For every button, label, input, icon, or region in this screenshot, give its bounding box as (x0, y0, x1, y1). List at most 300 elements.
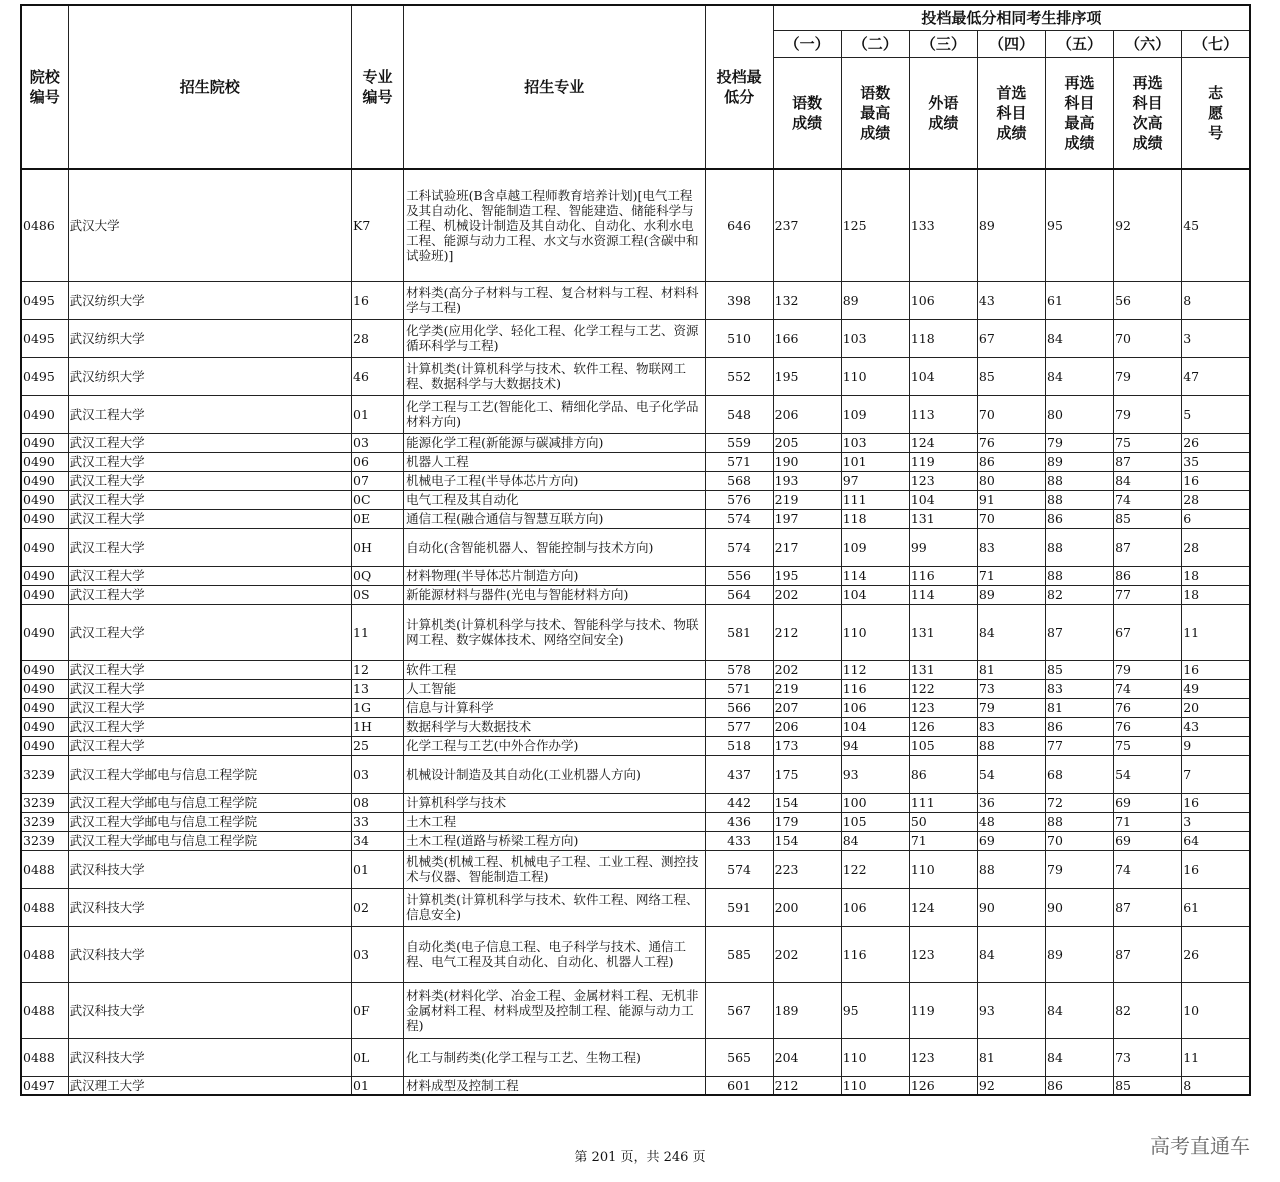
cell-chn-math: 195 (773, 357, 841, 395)
cell-second-next: 85 (1114, 1076, 1182, 1095)
header-sub-index: （六） (1114, 31, 1182, 58)
cell-major-code: 0Q (352, 566, 404, 585)
table-row (21, 471, 1250, 490)
cell-school-code: 0490 (21, 604, 68, 660)
cell-foreign-lang: 131 (909, 660, 977, 679)
cell-min-score: 601 (705, 1076, 773, 1095)
cell-first-subject: 85 (977, 357, 1045, 395)
table-row (21, 660, 1250, 679)
cell-second-max: 61 (1046, 281, 1114, 319)
table-row (21, 395, 1250, 433)
cell-second-max: 90 (1046, 888, 1114, 926)
cell-chn-math-max: 122 (841, 850, 909, 888)
cell-second-max: 84 (1046, 982, 1114, 1038)
cell-second-next: 71 (1114, 812, 1182, 831)
cell-school-name: 武汉大学 (68, 169, 351, 281)
page-footer: 第 201 页，共 246 页 (574, 1150, 706, 1165)
cell-major-name: 化学类(应用化学、轻化工程、化学工程与工艺、资源循环科学与工程) (404, 319, 705, 357)
cell-second-max: 86 (1046, 509, 1114, 528)
cell-foreign-lang: 133 (909, 169, 977, 281)
cell-major-code: 0H (352, 528, 404, 566)
table-row (21, 357, 1250, 395)
cell-chn-math-max: 111 (841, 490, 909, 509)
cell-first-subject: 81 (977, 1038, 1045, 1076)
cell-major-name: 工科试验班(B含卓越工程师教育培养计划)[电气工程及其自动化、智能制造工程、智能建造、储能科学与工程、机械设计制造及其自动化、自动化、水利水电工程、能源与动力工程、水文与水资源工程(含碳中和试验班)] (404, 169, 705, 281)
cell-chn-math-max: 104 (841, 717, 909, 736)
cell-first-subject: 70 (977, 509, 1045, 528)
cell-school-code: 0495 (21, 357, 68, 395)
cell-chn-math-max: 101 (841, 452, 909, 471)
cell-first-subject: 73 (977, 679, 1045, 698)
header-major-name: 招生专业 (404, 5, 705, 169)
cell-first-subject: 88 (977, 850, 1045, 888)
cell-school-code: 0490 (21, 585, 68, 604)
cell-choice-no: 16 (1182, 850, 1250, 888)
cell-foreign-lang: 104 (909, 490, 977, 509)
cell-chn-math-max: 109 (841, 395, 909, 433)
cell-foreign-lang: 99 (909, 528, 977, 566)
table-row (21, 736, 1250, 755)
cell-choice-no: 16 (1182, 471, 1250, 490)
cell-chn-math-max: 94 (841, 736, 909, 755)
cell-second-max: 83 (1046, 679, 1114, 698)
cell-foreign-lang: 116 (909, 566, 977, 585)
cell-major-code: K7 (352, 169, 404, 281)
cell-min-score: 566 (705, 698, 773, 717)
cell-chn-math: 193 (773, 471, 841, 490)
cell-min-score: 433 (705, 831, 773, 850)
cell-min-score: 564 (705, 585, 773, 604)
cell-first-subject: 83 (977, 717, 1045, 736)
cell-chn-math: 189 (773, 982, 841, 1038)
cell-chn-math: 154 (773, 793, 841, 812)
cell-foreign-lang: 123 (909, 698, 977, 717)
cell-min-score: 567 (705, 982, 773, 1038)
cell-choice-no: 28 (1182, 528, 1250, 566)
header-major-code: 专业编号 (352, 5, 404, 169)
cell-chn-math-max: 100 (841, 793, 909, 812)
cell-school-code: 0495 (21, 319, 68, 357)
cell-min-score: 437 (705, 755, 773, 793)
cell-school-name: 武汉工程大学 (68, 490, 351, 509)
header-sub-index: （三） (909, 31, 977, 58)
cell-chn-math: 202 (773, 926, 841, 982)
cell-school-name: 武汉纺织大学 (68, 281, 351, 319)
cell-school-name: 武汉工程大学 (68, 566, 351, 585)
admission-score-table (20, 4, 1251, 1096)
cell-chn-math-max: 110 (841, 357, 909, 395)
cell-chn-math: 212 (773, 1076, 841, 1095)
cell-second-next: 74 (1114, 679, 1182, 698)
cell-major-code: 03 (352, 926, 404, 982)
cell-choice-no: 16 (1182, 793, 1250, 812)
cell-first-subject: 83 (977, 528, 1045, 566)
cell-school-code: 0490 (21, 679, 68, 698)
cell-major-name: 机械类(机械工程、机械电子工程、工业工程、测控技术与仪器、智能制造工程) (404, 850, 705, 888)
cell-school-name: 武汉工程大学邮电与信息工程学院 (68, 755, 351, 793)
cell-second-next: 87 (1114, 528, 1182, 566)
cell-first-subject: 89 (977, 585, 1045, 604)
cell-school-code: 0490 (21, 509, 68, 528)
cell-major-name: 新能源材料与器件(光电与智能材料方向) (404, 585, 705, 604)
table-row (21, 604, 1250, 660)
cell-chn-math-max: 106 (841, 698, 909, 717)
cell-min-score: 581 (705, 604, 773, 660)
cell-school-name: 武汉纺织大学 (68, 357, 351, 395)
cell-major-code: 11 (352, 604, 404, 660)
cell-choice-no: 61 (1182, 888, 1250, 926)
cell-school-name: 武汉工程大学 (68, 698, 351, 717)
cell-major-name: 材料物理(半导体芯片制造方向) (404, 566, 705, 585)
cell-second-max: 86 (1046, 1076, 1114, 1095)
header-sub-index: （五） (1046, 31, 1114, 58)
header-sub-index: （四） (977, 31, 1045, 58)
cell-major-code: 0L (352, 1038, 404, 1076)
cell-min-score: 548 (705, 395, 773, 433)
cell-chn-math-max: 110 (841, 604, 909, 660)
cell-major-name: 计算机科学与技术 (404, 793, 705, 812)
cell-major-code: 12 (352, 660, 404, 679)
cell-second-max: 88 (1046, 528, 1114, 566)
cell-school-code: 0486 (21, 169, 68, 281)
cell-major-code: 08 (352, 793, 404, 812)
cell-major-code: 07 (352, 471, 404, 490)
cell-chn-math-max: 97 (841, 471, 909, 490)
cell-major-name: 材料成型及控制工程 (404, 1076, 705, 1095)
cell-choice-no: 49 (1182, 679, 1250, 698)
cell-foreign-lang: 118 (909, 319, 977, 357)
cell-major-name: 材料类(高分子材料与工程、复合材料与工程、材料科学与工程) (404, 281, 705, 319)
cell-school-name: 武汉工程大学 (68, 509, 351, 528)
cell-second-next: 54 (1114, 755, 1182, 793)
cell-chn-math-max: 109 (841, 528, 909, 566)
cell-school-name: 武汉工程大学邮电与信息工程学院 (68, 831, 351, 850)
cell-second-max: 70 (1046, 831, 1114, 850)
cell-choice-no: 7 (1182, 755, 1250, 793)
cell-school-code: 0488 (21, 926, 68, 982)
cell-major-name: 电气工程及其自动化 (404, 490, 705, 509)
cell-choice-no: 11 (1182, 1038, 1250, 1076)
cell-chn-math: 212 (773, 604, 841, 660)
cell-choice-no: 10 (1182, 982, 1250, 1038)
cell-school-code: 0488 (21, 1038, 68, 1076)
cell-school-name: 武汉工程大学 (68, 660, 351, 679)
cell-second-next: 85 (1114, 509, 1182, 528)
cell-foreign-lang: 122 (909, 679, 977, 698)
table-row (21, 755, 1250, 793)
cell-min-score: 565 (705, 1038, 773, 1076)
cell-foreign-lang: 131 (909, 604, 977, 660)
cell-min-score: 568 (705, 471, 773, 490)
cell-first-subject: 91 (977, 490, 1045, 509)
cell-major-code: 46 (352, 357, 404, 395)
cell-first-subject: 86 (977, 452, 1045, 471)
cell-chn-math: 206 (773, 395, 841, 433)
cell-chn-math-max: 112 (841, 660, 909, 679)
cell-choice-no: 18 (1182, 566, 1250, 585)
header-school-code: 院校编号 (21, 5, 68, 169)
cell-second-max: 88 (1046, 471, 1114, 490)
cell-major-code: 06 (352, 452, 404, 471)
cell-choice-no: 11 (1182, 604, 1250, 660)
cell-major-code: 0E (352, 509, 404, 528)
cell-school-code: 0495 (21, 281, 68, 319)
cell-choice-no: 18 (1182, 585, 1250, 604)
cell-chn-math: 204 (773, 1038, 841, 1076)
cell-foreign-lang: 123 (909, 1038, 977, 1076)
cell-second-next: 56 (1114, 281, 1182, 319)
cell-major-code: 33 (352, 812, 404, 831)
cell-major-code: 1G (352, 698, 404, 717)
cell-school-name: 武汉纺织大学 (68, 319, 351, 357)
cell-chn-math: 200 (773, 888, 841, 926)
cell-choice-no: 8 (1182, 281, 1250, 319)
cell-school-name: 武汉科技大学 (68, 850, 351, 888)
cell-school-code: 0490 (21, 452, 68, 471)
cell-chn-math: 202 (773, 585, 841, 604)
cell-foreign-lang: 113 (909, 395, 977, 433)
header-sub-label: 外语成绩 (909, 58, 977, 170)
table-row (21, 831, 1250, 850)
table-row (21, 793, 1250, 812)
cell-school-name: 武汉工程大学 (68, 604, 351, 660)
cell-school-code: 0490 (21, 660, 68, 679)
watermark: 高考直通车 (1150, 1134, 1250, 1158)
cell-school-name: 武汉理工大学 (68, 1076, 351, 1095)
cell-min-score: 510 (705, 319, 773, 357)
table-row (21, 433, 1250, 452)
table-row (21, 698, 1250, 717)
cell-major-code: 01 (352, 850, 404, 888)
cell-foreign-lang: 123 (909, 471, 977, 490)
cell-major-name: 软件工程 (404, 660, 705, 679)
cell-major-name: 计算机类(计算机科学与技术、软件工程、网络工程、信息安全) (404, 888, 705, 926)
table-row (21, 812, 1250, 831)
cell-first-subject: 90 (977, 888, 1045, 926)
cell-foreign-lang: 119 (909, 982, 977, 1038)
header-sort-group: 投档最低分相同考生排序项 (773, 5, 1250, 31)
cell-min-score: 646 (705, 169, 773, 281)
cell-second-max: 82 (1046, 585, 1114, 604)
cell-choice-no: 47 (1182, 357, 1250, 395)
cell-first-subject: 81 (977, 660, 1045, 679)
cell-first-subject: 70 (977, 395, 1045, 433)
cell-min-score: 585 (705, 926, 773, 982)
cell-choice-no: 26 (1182, 433, 1250, 452)
cell-school-code: 0490 (21, 698, 68, 717)
cell-second-next: 74 (1114, 490, 1182, 509)
cell-major-code: 03 (352, 433, 404, 452)
header-school-name: 招生院校 (68, 5, 351, 169)
cell-second-max: 84 (1046, 319, 1114, 357)
cell-first-subject: 84 (977, 926, 1045, 982)
cell-second-max: 68 (1046, 755, 1114, 793)
table-row (21, 281, 1250, 319)
cell-choice-no: 5 (1182, 395, 1250, 433)
cell-major-name: 数据科学与大数据技术 (404, 717, 705, 736)
cell-major-code: 13 (352, 679, 404, 698)
cell-second-max: 77 (1046, 736, 1114, 755)
cell-min-score: 591 (705, 888, 773, 926)
cell-chn-math-max: 110 (841, 1038, 909, 1076)
cell-min-score: 559 (705, 433, 773, 452)
cell-second-next: 75 (1114, 736, 1182, 755)
cell-chn-math: 219 (773, 490, 841, 509)
cell-major-name: 材料类(材料化学、冶金工程、金属材料工程、无机非金属材料工程、材料成型及控制工程、能源与动力工程) (404, 982, 705, 1038)
cell-choice-no: 45 (1182, 169, 1250, 281)
cell-foreign-lang: 126 (909, 1076, 977, 1095)
cell-second-next: 74 (1114, 850, 1182, 888)
cell-major-name: 机械设计制造及其自动化(工业机器人方向) (404, 755, 705, 793)
cell-min-score: 442 (705, 793, 773, 812)
header-sub-index: （一） (773, 31, 841, 58)
cell-first-subject: 43 (977, 281, 1045, 319)
cell-second-max: 85 (1046, 660, 1114, 679)
cell-chn-math-max: 89 (841, 281, 909, 319)
cell-school-code: 0497 (21, 1076, 68, 1095)
cell-major-code: 03 (352, 755, 404, 793)
cell-second-next: 79 (1114, 395, 1182, 433)
cell-second-max: 89 (1046, 926, 1114, 982)
cell-school-code: 3239 (21, 812, 68, 831)
cell-chn-math-max: 95 (841, 982, 909, 1038)
cell-school-name: 武汉工程大学 (68, 452, 351, 471)
cell-second-next: 67 (1114, 604, 1182, 660)
cell-chn-math: 205 (773, 433, 841, 452)
cell-school-code: 3239 (21, 831, 68, 850)
cell-choice-no: 9 (1182, 736, 1250, 755)
cell-major-name: 计算机类(计算机科学与技术、软件工程、物联网工程、数据科学与大数据技术) (404, 357, 705, 395)
cell-school-code: 0490 (21, 471, 68, 490)
cell-chn-math-max: 103 (841, 319, 909, 357)
cell-foreign-lang: 110 (909, 850, 977, 888)
cell-chn-math: 207 (773, 698, 841, 717)
table-row (21, 1076, 1250, 1095)
cell-chn-math: 166 (773, 319, 841, 357)
cell-school-name: 武汉工程大学邮电与信息工程学院 (68, 793, 351, 812)
cell-chn-math: 237 (773, 169, 841, 281)
header-sub-label: 志愿号 (1182, 58, 1250, 170)
cell-second-max: 88 (1046, 812, 1114, 831)
cell-chn-math-max: 93 (841, 755, 909, 793)
cell-chn-math: 217 (773, 528, 841, 566)
cell-second-next: 79 (1114, 660, 1182, 679)
cell-major-code: 34 (352, 831, 404, 850)
cell-chn-math: 223 (773, 850, 841, 888)
cell-foreign-lang: 124 (909, 888, 977, 926)
cell-school-name: 武汉科技大学 (68, 926, 351, 982)
cell-chn-math: 219 (773, 679, 841, 698)
table-row (21, 1038, 1250, 1076)
cell-chn-math-max: 114 (841, 566, 909, 585)
cell-second-next: 87 (1114, 888, 1182, 926)
cell-second-next: 75 (1114, 433, 1182, 452)
cell-chn-math: 206 (773, 717, 841, 736)
cell-choice-no: 8 (1182, 1076, 1250, 1095)
table-row (21, 566, 1250, 585)
cell-foreign-lang: 50 (909, 812, 977, 831)
cell-school-code: 0490 (21, 395, 68, 433)
cell-min-score: 574 (705, 528, 773, 566)
cell-second-max: 88 (1046, 490, 1114, 509)
cell-school-code: 0490 (21, 566, 68, 585)
cell-foreign-lang: 105 (909, 736, 977, 755)
cell-chn-math-max: 105 (841, 812, 909, 831)
cell-chn-math-max: 106 (841, 888, 909, 926)
cell-second-max: 81 (1046, 698, 1114, 717)
cell-school-code: 3239 (21, 793, 68, 812)
cell-foreign-lang: 71 (909, 831, 977, 850)
cell-second-next: 70 (1114, 319, 1182, 357)
cell-second-max: 84 (1046, 1038, 1114, 1076)
cell-major-name: 计算机类(计算机科学与技术、智能科学与技术、物联网工程、数字媒体技术、网络空间安全) (404, 604, 705, 660)
header-sub-index: （七） (1182, 31, 1250, 58)
cell-chn-math-max: 116 (841, 926, 909, 982)
cell-first-subject: 84 (977, 604, 1045, 660)
cell-choice-no: 43 (1182, 717, 1250, 736)
cell-first-subject: 88 (977, 736, 1045, 755)
cell-foreign-lang: 104 (909, 357, 977, 395)
cell-choice-no: 20 (1182, 698, 1250, 717)
cell-first-subject: 36 (977, 793, 1045, 812)
cell-foreign-lang: 106 (909, 281, 977, 319)
cell-min-score: 578 (705, 660, 773, 679)
cell-first-subject: 48 (977, 812, 1045, 831)
cell-major-code: 28 (352, 319, 404, 357)
cell-foreign-lang: 111 (909, 793, 977, 812)
cell-foreign-lang: 126 (909, 717, 977, 736)
cell-second-next: 76 (1114, 717, 1182, 736)
cell-second-next: 86 (1114, 566, 1182, 585)
cell-min-score: 398 (705, 281, 773, 319)
cell-chn-math-max: 118 (841, 509, 909, 528)
table-row (21, 319, 1250, 357)
cell-major-name: 土木工程(道路与桥梁工程方向) (404, 831, 705, 850)
cell-major-name: 能源化学工程(新能源与碳减排方向) (404, 433, 705, 452)
table-row (21, 528, 1250, 566)
cell-major-name: 化学工程与工艺(智能化工、精细化学品、电子化学品材料方向) (404, 395, 705, 433)
cell-major-name: 人工智能 (404, 679, 705, 698)
cell-major-code: 0S (352, 585, 404, 604)
cell-school-name: 武汉工程大学 (68, 736, 351, 755)
header-sub-label: 语数最高成绩 (841, 58, 909, 170)
cell-choice-no: 3 (1182, 812, 1250, 831)
cell-school-code: 0490 (21, 528, 68, 566)
cell-min-score: 571 (705, 452, 773, 471)
cell-school-name: 武汉工程大学 (68, 471, 351, 490)
table-row (21, 926, 1250, 982)
cell-second-max: 79 (1046, 850, 1114, 888)
cell-first-subject: 76 (977, 433, 1045, 452)
cell-school-code: 0488 (21, 850, 68, 888)
header-sub-label: 再选科目次高成绩 (1114, 58, 1182, 170)
cell-min-score: 436 (705, 812, 773, 831)
cell-min-score: 556 (705, 566, 773, 585)
cell-chn-math-max: 104 (841, 585, 909, 604)
cell-min-score: 576 (705, 490, 773, 509)
cell-chn-math-max: 103 (841, 433, 909, 452)
cell-school-name: 武汉工程大学 (68, 717, 351, 736)
table-body (21, 169, 1250, 1095)
header-min-score: 投档最低分 (705, 5, 773, 169)
cell-school-name: 武汉科技大学 (68, 982, 351, 1038)
cell-choice-no: 64 (1182, 831, 1250, 850)
cell-major-name: 通信工程(融合通信与智慧互联方向) (404, 509, 705, 528)
cell-chn-math: 132 (773, 281, 841, 319)
cell-second-next: 92 (1114, 169, 1182, 281)
cell-second-max: 89 (1046, 452, 1114, 471)
cell-first-subject: 89 (977, 169, 1045, 281)
